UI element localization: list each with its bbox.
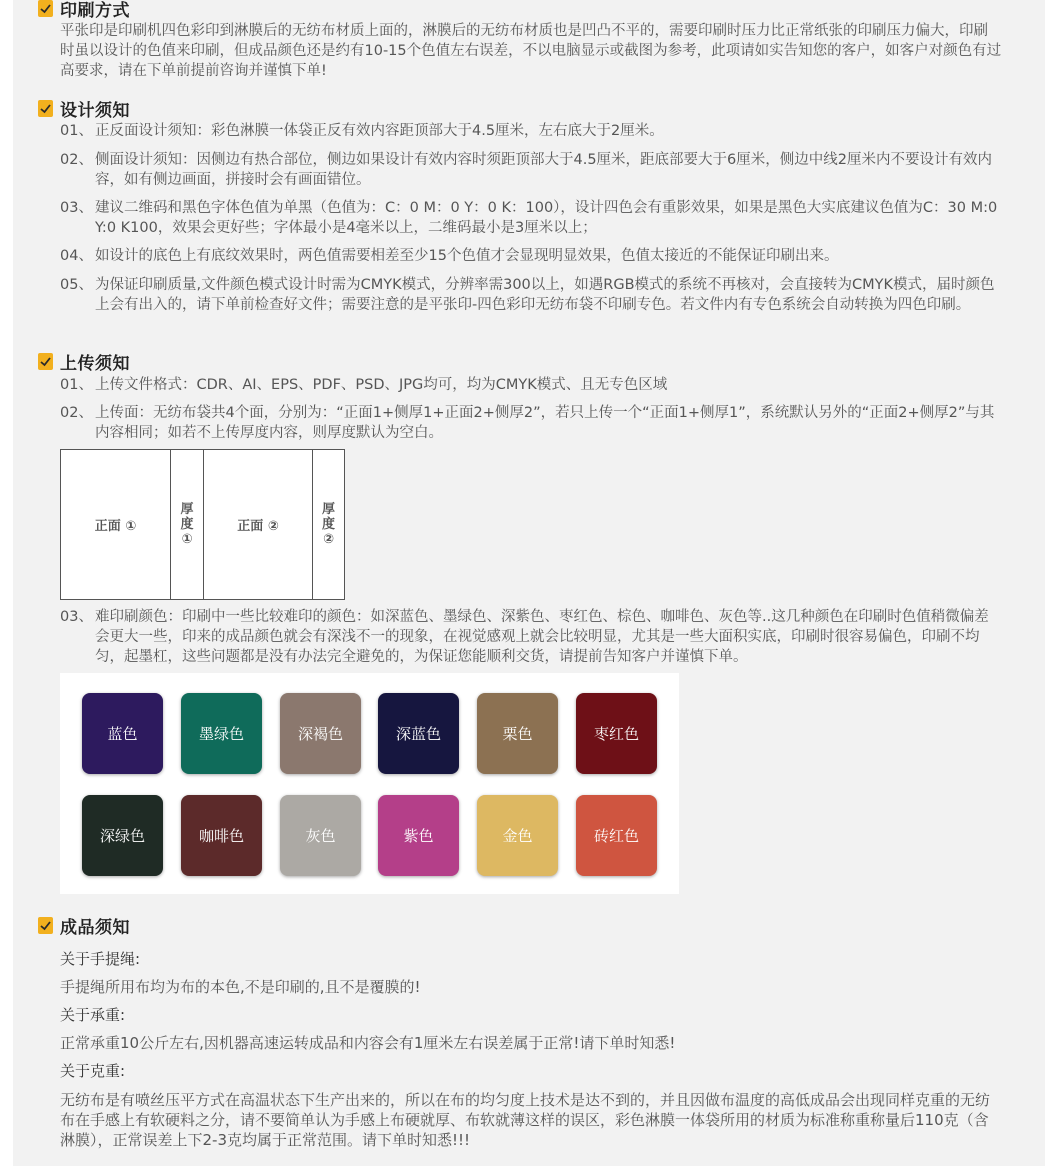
load-text: 正常承重10公斤左右,因机器高速运转成品和内容会有1厘米左右误差属于正常!请下单时知悉!: [60, 1034, 676, 1052]
swatch-label: 栗色: [502, 725, 533, 743]
swatch-label: 紫色: [403, 827, 434, 845]
item-text: 上传文件格式：CDR、AI、EPS、PDF、PSD、JPG均可，均为CMYK模式、且无专色区域: [95, 377, 668, 393]
swatch: [576, 693, 657, 774]
bag-faces-diagram: [60, 449, 345, 600]
swatch: [378, 693, 459, 774]
load-label: 关于承重:: [60, 1006, 126, 1024]
swatch: [477, 693, 558, 774]
item-number: 03、: [60, 609, 93, 625]
swatch-label: 蓝色: [107, 725, 138, 743]
handle-text: 手提绳所用布均为布的本色,不是印刷的,且不是覆膜的!: [60, 978, 421, 996]
section-product-heading: [38, 913, 130, 937]
swatch: [82, 795, 163, 876]
design-item-03: [60, 198, 1002, 238]
weight-label: 关于克重:: [60, 1062, 126, 1080]
item-text: 正反面设计须知：彩色淋膜一体袋正反有效内容距顶部大于4.5厘米，左右底大于2厘米。: [95, 123, 664, 139]
item-text: 为保证印刷质量,文件颜色模式设计时需为CMYK模式，分辨率需300以上，如遇RGB模式的系统不再核对，会直接转为CMYK模式，届时颜色上会有出入的，请下单前检查好文件；需要注意的是平张印-四色彩印无纺布袋不印刷专色。若文件内有专色系统会自动转换为四色印刷。: [95, 277, 995, 313]
item-number: 04、: [60, 248, 93, 264]
item-text: 建议二维码和黑色字体色值为单黑（色值为：C：0 M：0 Y：0 K：100），设计四色会有重影效果，如果是黑色大实底建议色值为C：30 M:0 Y:0 K100，效果会更好些；字体最小是4毫米以上，二维码最小是3厘米以上；: [95, 200, 998, 236]
color-swatch-grid: [60, 673, 679, 894]
face-side-2: [313, 450, 344, 599]
section-title: 上传须知: [60, 353, 130, 374]
design-item-01: [60, 121, 1002, 141]
side-char: 厚: [180, 502, 194, 517]
design-item-02: [60, 150, 1002, 190]
side-char: ①: [181, 532, 193, 547]
section-upload-heading: [38, 349, 130, 373]
swatch: [181, 693, 262, 774]
swatch: [280, 795, 361, 876]
section-design-heading: [38, 96, 130, 120]
swatch-label: 灰色: [305, 827, 336, 845]
swatch: [576, 795, 657, 876]
swatch-label: 咖啡色: [198, 827, 244, 845]
swatch-label: 深蓝色: [395, 725, 441, 743]
item-number: 05、: [60, 277, 93, 293]
item-number: 01、: [60, 123, 93, 139]
swatch: [82, 693, 163, 774]
item-number: 02、: [60, 152, 93, 168]
side-char: ②: [322, 532, 334, 547]
swatch: [477, 795, 558, 876]
side-char: 厚: [321, 502, 335, 517]
swatch-label: 墨绿色: [198, 725, 244, 743]
item-number: 01、: [60, 377, 93, 393]
upload-item-02: [60, 403, 1002, 443]
swatch: [378, 795, 459, 876]
design-item-04: [60, 246, 1002, 266]
section-title: 成品须知: [60, 917, 130, 938]
section-print-heading: [38, 0, 130, 20]
swatch: [280, 693, 361, 774]
checkbox-icon: [38, 100, 53, 117]
upload-item-03: [60, 607, 1002, 667]
item-text: 如设计的底色上有底纹效果时，两色值需要相差至少15个色值才会显现明显效果，色值太接近的不能保证印刷出来。: [95, 248, 839, 264]
section-title: 设计须知: [60, 100, 130, 121]
side-char: 度: [180, 517, 194, 532]
item-text: 难印刷颜色：印刷中一些比较难印的颜色：如深蓝色、墨绿色、深紫色、枣红色、棕色、咖啡色、灰色等..这几种颜色在印刷时色值稍微偏差会更大一些，印来的成品颜色就会有深浅不一的现象，在视觉感观上就会比较明显，尤其是一些大面积实底，印刷时很容易偏色，印刷不均匀，起墨杠，这些问题都是没有办法完全避免的，为保证您能顺利交货，请提前告知客户并谨慎下单。: [95, 609, 989, 665]
handle-label: 关于手提绳:: [60, 950, 141, 968]
design-item-05: [60, 275, 1002, 315]
checkbox-icon: [38, 353, 53, 370]
swatch-label: 砖红色: [593, 827, 639, 845]
item-text: 侧面设计须知：因侧边有热合部位，侧边如果设计有效内容时须距顶部大于4.5厘米，距底部要大于6厘米，侧边中线2厘米内不要设计有效内容，如有侧边画面，拼接时会有画面错位。: [95, 152, 993, 188]
swatch: [181, 795, 262, 876]
print-description: 平张印是印刷机四色彩印到淋膜后的无纺布材质上面的，淋膜后的无纺布材质也是凹凸不平的，需要印刷时压力比正常纸张的印刷压力偏大，印刷时虽以设计的色值来印刷，但成品颜色还是约有10-15个色值左右误差，不以电脑显示或截图为参考，此项请如实告知您的客户，如客户对颜色有过高要求，请在下单前提前咨询并谨慎下单!: [60, 23, 1002, 79]
face-side-1: [171, 450, 204, 599]
item-number: 03、: [60, 200, 93, 216]
item-text: 上传面：无纺布袋共4个面，分别为：“正面1+侧厚1+正面2+侧厚2”，若只上传一个“正面1+侧厚1”，系统默认另外的“正面2+侧厚2”与其内容相同；如若不上传厚度内容，则厚度默认为空白。: [95, 405, 995, 441]
upload-item-01: [60, 375, 1002, 395]
face-front-2: 正面 ②: [204, 450, 313, 599]
side-char: 度: [321, 517, 335, 532]
weight-text: 无纺布是有喷丝压平方式在高温状态下生产出来的，所以在布的均匀度上技术是达不到的，并且因做布温度的高低成品会出现同样克重的无纺布在手感上有软硬料之分，请不要简单认为手感上布硬就厚、布软就薄这样的误区，彩色淋膜一体袋所用的材质为标准称重称量后110克（含淋膜），正常误差上下2-3克均属于正常范围。请下单时知悉!!!: [60, 1091, 991, 1149]
swatch-label: 金色: [502, 827, 533, 845]
swatch-label: 枣红色: [593, 725, 639, 743]
section-title: 印刷方式: [60, 0, 130, 21]
face-front-1: 正面 ①: [61, 450, 171, 599]
checkbox-icon: [38, 0, 53, 17]
checkbox-icon: [38, 917, 53, 934]
swatch-label: 深褐色: [297, 725, 343, 743]
swatch-label: 深绿色: [99, 827, 145, 845]
item-number: 02、: [60, 405, 93, 421]
